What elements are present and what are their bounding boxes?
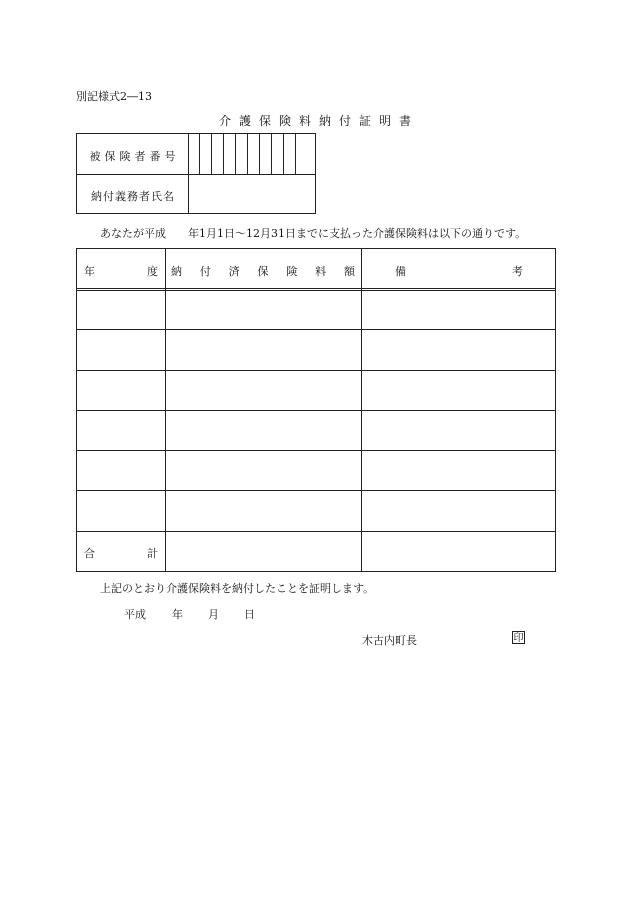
certification-text: 上記のとおり介護保険料を納付したことを証明します。 [100, 582, 375, 595]
header-year: 年 度 [84, 265, 158, 278]
row-divider [77, 410, 555, 411]
date-era: 平成 [124, 608, 146, 621]
row-divider [77, 450, 555, 451]
row-divider [77, 490, 555, 491]
document-title: 介護保険料納付証明書 [218, 114, 419, 128]
digit-cell[interactable] [272, 134, 284, 174]
insured-number-field[interactable] [188, 134, 308, 174]
payer-name-label: 納付義務者氏名 [91, 190, 175, 203]
header-divider [77, 288, 555, 291]
digit-cell[interactable] [224, 134, 236, 174]
digit-cell[interactable] [260, 134, 272, 174]
divider [77, 174, 315, 175]
row-divider [77, 370, 555, 371]
digit-cell[interactable] [212, 134, 224, 174]
row-divider [77, 531, 555, 532]
digit-cell[interactable] [236, 134, 248, 174]
total-label: 合 計 [84, 547, 158, 560]
digit-cell[interactable] [248, 134, 260, 174]
insured-info-box [76, 133, 316, 214]
date-day: 日 [244, 608, 255, 621]
seal-icon: 印 [513, 633, 524, 644]
digit-cell[interactable] [200, 134, 212, 174]
digit-cell[interactable] [284, 134, 296, 174]
digit-cell[interactable] [296, 134, 308, 174]
insured-number-label: 被保険者番号 [89, 150, 180, 163]
date-year: 年 [172, 608, 183, 621]
header-paid-amount: 納 付 済 保 険 料 額 [171, 265, 355, 278]
payment-table [76, 248, 556, 572]
row-divider [77, 329, 555, 330]
statement-text: あなたが平成 年1月1日～12月31日までに支払った介護保険料は以下の通りです。 [100, 227, 527, 240]
form-id: 別記様式2―13 [76, 90, 152, 103]
issuer-name: 木古内町長 [362, 634, 417, 647]
date-month: 月 [208, 608, 219, 621]
header-remarks: 備 考 [395, 265, 523, 278]
digit-cell[interactable] [188, 134, 200, 174]
